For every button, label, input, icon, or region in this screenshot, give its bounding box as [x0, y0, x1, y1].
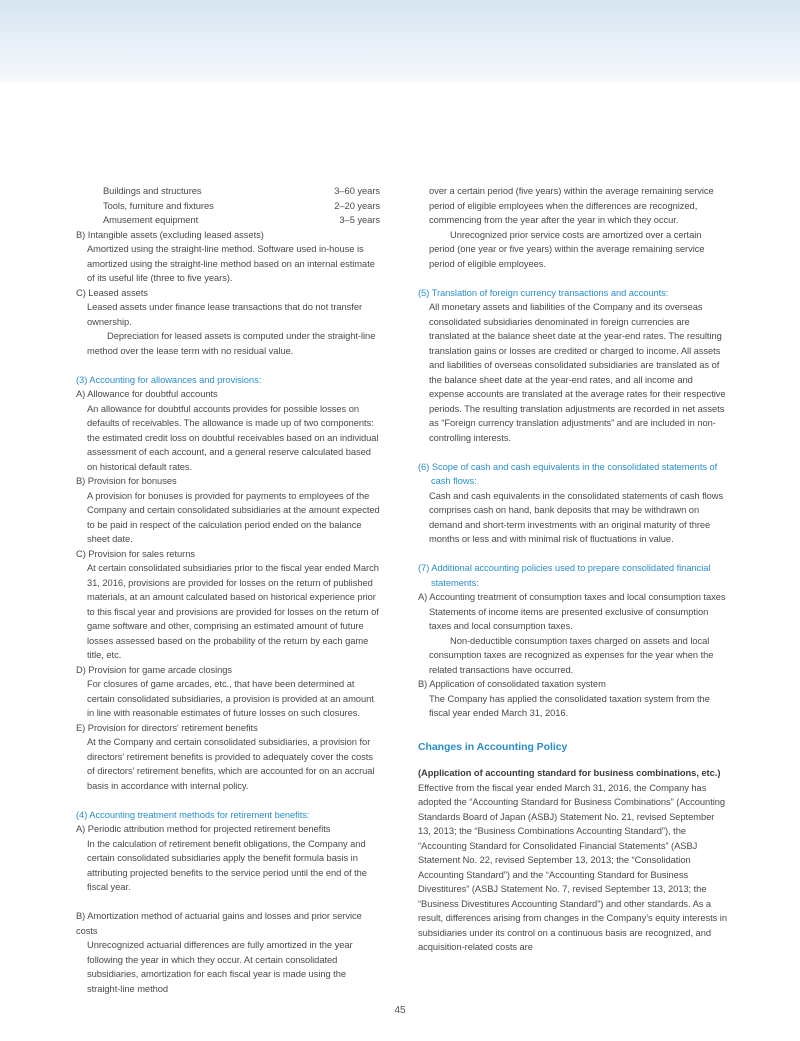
- allowance-doubtful-body: An allowance for doubtful accounts provides for possible losses on defaults of receivables. The allowance is made up of two components: the estimated credit loss on doubtful receivables based on an individual assessment of each account, and a general reserve calculated based on historical default rates.: [87, 403, 379, 472]
- consumption-taxes-body: Statements of income items are presented exclusive of consumption taxes and local consumption taxes.: [429, 606, 709, 631]
- provision-directors-title: E) Provision for directors' retirement benefits: [76, 722, 258, 733]
- cash-equivalents-body: Cash and cash equivalents in the consolidated statements of cash flows comprises cash on hand, bank deposits that may be withdrawn on demand and short-term investments with an original maturity of three months or less and with minimal risk of fluctuations in value.: [429, 490, 724, 544]
- provision-directors-body: At the Company and certain consolidated subsidiaries, a provision for directors' retirement benefits is provided to adequately cover the costs of directors' retirement benefits, which are accounted for on an accrual basis in accordance with internal policy.: [87, 737, 375, 791]
- allowances-heading: (3) Accounting for allowances and provisions:: [76, 374, 262, 385]
- leased-body-2: Depreciation for leased assets is computed under the straight-line method over the lease term with no residual value.: [87, 331, 376, 356]
- changes-body: Effective from the fiscal year ended March 31, 2016, the Company has adopted the “Accounting Standard for Business Combinations” (Accounting Standards Board of Japan (ASBJ) Statement No. 21, revised September 13, 2013; the “Business Combinations Accounting Standard”), the “Accounting Standard for Consolidated Financial Statements” (ASBJ Statement No. 22, revised September 13, 2013; the “Consolidation Accounting Standard”) and the “Accounting Standard for Business Divestitures” (ASBJ Statement No. 7, revised September 13, 2013; the “Business Divestitures Accounting Standard”) and other standards. As a result, differences arising from changes in the Company’s equity interests in subsidiaries under its control on a continuous basis are recognized, and acquisition-related costs are: [418, 782, 727, 952]
- foreign-currency-body: All monetary assets and liabilities of the Company and its overseas consolidated subsidiaries denominated in foreign currencies are translated at the balance sheet date at the year-end rates. The resulting translation gains or losses are credited or charged to income. All assets and liabilities of overseas consolidated subsidiaries are translated as of the balance sheet date at the year-end rates, and all income and expense accounts are translated at the average rates for their respective periods. The resulting translation adjustments are recorded in net assets as “Foreign currency translation adjustments” and are included in non-controlling interests.: [429, 302, 726, 443]
- provision-arcade-title: D) Provision for game arcade closings: [76, 664, 233, 675]
- additional-policies-heading: (7) Additional accounting policies used to prepare consolidated financial statements:: [418, 563, 711, 588]
- leased-body: Leased assets under finance lease transactions that do not transfer ownership.: [87, 302, 363, 327]
- retirement-heading: (4) Accounting treatment methods for retirement benefits:: [76, 809, 310, 820]
- retirement-amortization-title: B) Amortization method of actuarial gains and losses and prior service costs: [76, 911, 362, 936]
- right-column: [418, 184, 728, 955]
- table-row: Buildings and structures 3–60 years: [103, 186, 380, 196]
- header-band: [0, 0, 800, 82]
- provision-returns-title: C) Provision for sales returns: [76, 548, 195, 559]
- changes-heading: Changes in Accounting Policy: [418, 740, 568, 753]
- cash-equivalents-heading: (6) Scope of cash and cash equivalents in the consolidated statements of cash flows:: [418, 461, 718, 486]
- provision-bonuses-title: B) Provision for bonuses: [76, 476, 177, 486]
- retirement-continued: over a certain period (five years) within the average remaining service period of eligible employees when the differences are recognized, commencing from the year after the year in which they occur.: [429, 186, 714, 225]
- retirement-attribution-title: A) Periodic attribution method for projected retirement benefits: [76, 824, 331, 834]
- consumption-taxes-body-2: Non-deductible consumption taxes charged on assets and local consumption taxes are recognized as expenses for the year when the related transactions have occurred.: [429, 635, 714, 675]
- changes-subheading: (Application of accounting standard for business combinations, etc.): [418, 768, 721, 778]
- page-number: 45: [394, 1005, 406, 1016]
- useful-life-table: [76, 184, 380, 228]
- taxation-system-title: B) Application of consolidated taxation system: [418, 679, 606, 689]
- provision-bonuses-body: A provision for bonuses is provided for payments to employees of the Company and certain consolidated subsidiaries at the amount expected to be paid in respect of the calculation period ended on the balance sheet date.: [87, 490, 380, 544]
- consumption-taxes-title: A) Accounting treatment of consumption taxes and local consumption taxes: [418, 592, 726, 602]
- retirement-amortization-body: Unrecognized actuarial differences are fully amortized in the year following the year in which they occur. At certain consolidated subsidiaries, amortization for each fiscal year is made using the straight-line method: [87, 940, 353, 994]
- provision-returns-body: At certain consolidated subsidiaries prior to the fiscal year ended March 31, 2016, provisions are provided for losses on the return of published materials, at an amount calculated based on historical experience prior to this fiscal year and provisions are provided for losses on the return of game software and other, comprising an estimated amount of future losses assessed based on the probability of the return by each game title, etc.: [87, 563, 379, 660]
- prior-service-costs: Unrecognized prior service costs are amortized over a certain period (one year or five years) within the average remaining service period of eligible employees.: [429, 229, 705, 269]
- taxation-system-body: The Company has applied the consolidated taxation system from the fiscal year ended March 31, 2016.: [429, 693, 710, 718]
- provision-arcade-body: For closures of game arcades, etc., that have been determined at certain consolidated subsidiaries, a provision is provided at an amount in line with reasonable estimates of future losses on such closures.: [87, 679, 374, 718]
- left-column: [76, 184, 380, 996]
- intangible-body: Amortized using the straight-line method. Software used in-house is amortized using the straight-line method based on an internal estimate of its useful life (three to five years).: [87, 244, 375, 283]
- leased-title: C) Leased assets: [76, 287, 148, 298]
- table-row: Amusement equipment 3–5 years: [103, 215, 380, 225]
- foreign-currency-heading: (5) Translation of foreign currency transactions and accounts:: [418, 287, 669, 298]
- table-row: Tools, furniture and fixtures 2–20 years: [103, 200, 380, 211]
- allowance-doubtful-title: A) Allowance for doubtful accounts: [76, 389, 218, 399]
- intangible-title: B) Intangible assets (excluding leased assets): [76, 229, 264, 240]
- retirement-attribution-body: In the calculation of retirement benefit obligations, the Company and certain consolidated subsidiaries apply the benefit formula basis in attributing projected benefits to the service period until the end of the fiscal year.: [87, 838, 367, 892]
